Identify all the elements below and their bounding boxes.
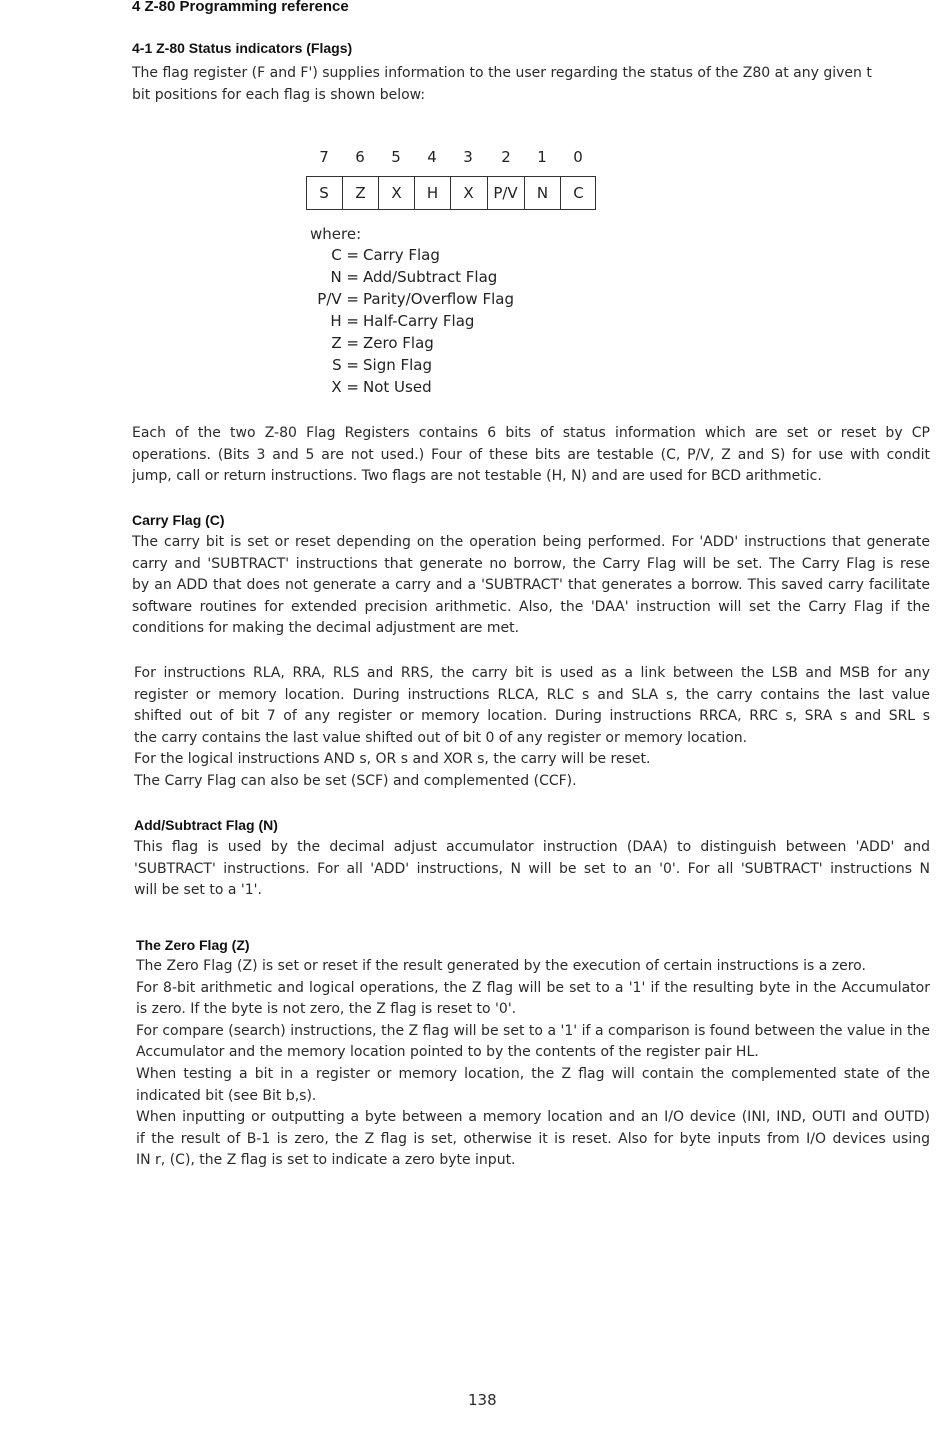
legend-abbr: H = — [330, 312, 359, 330]
add-subtract-flag-paragraph — [134, 837, 930, 902]
intro-line: The flag register (F and F') supplies information to the user regarding the status of the Z80 at any given t — [132, 65, 872, 81]
bit-position: 7 — [319, 148, 329, 166]
intro-paragraph — [132, 63, 922, 106]
zero-flag-heading: The Zero Flag (Z) — [136, 937, 250, 953]
legend-desc: Add/Subtract Flag — [363, 268, 498, 286]
text-line: When testing a bit in a register or memory location, the Z flag will contain the complemented state of the — [136, 1065, 930, 1082]
legend-desc: Carry Flag — [363, 246, 440, 264]
legend-row — [330, 312, 475, 334]
legend-desc: Not Used — [363, 378, 432, 396]
bit-position: 1 — [537, 148, 547, 166]
where-label: where: — [310, 225, 362, 243]
text-line: IN r, (C), the Z flag is set to indicate a zero byte input. — [136, 1152, 516, 1169]
text-line: For compare (search) instructions, the Z flag will be set to a '1' if a comparison is found between the value in the — [136, 1022, 930, 1039]
text-line: For the logical instructions AND s, OR s and XOR s, the carry will be reset. — [134, 751, 651, 768]
legend-abbr: S = — [332, 356, 359, 374]
legend-row — [332, 356, 432, 378]
text-line: carry and 'SUBTRACT' instructions that generate no borrow, the Carry Flag will be set. The Carry Flag is rese — [132, 555, 930, 572]
text-line: register or memory location. During instructions RLCA, RLC s and SLA s, the carry contains the last value — [134, 686, 930, 703]
text-line: 'SUBTRACT' instructions. For all 'ADD' instructions, N will be set to an '0'. For all 'SUBTRACT' instructions N — [134, 860, 930, 877]
text-line: The carry bit is set or reset depending on the operation being performed. For 'ADD' instructions that generate — [132, 534, 930, 550]
flag-cell-x: X — [450, 176, 486, 210]
text-line: Accumulator and the memory location pointed to by the contents of the register pair HL. — [136, 1044, 759, 1061]
legend-abbr: Z = — [331, 334, 359, 352]
legend-row — [331, 378, 432, 400]
carry-flag-heading: Carry Flag (C) — [132, 512, 225, 528]
legend-row — [317, 290, 514, 312]
legend-desc: Half-Carry Flag — [363, 312, 475, 330]
intro-line: bit positions for each flag is shown below: — [132, 86, 426, 103]
text-line: the carry contains the last value shifted out of bit 0 of any register or memory location. — [134, 729, 748, 746]
flags-overview-paragraph — [132, 423, 930, 488]
bit-position: 4 — [427, 148, 437, 166]
add-subtract-flag-heading: Add/Subtract Flag (N) — [134, 817, 278, 833]
bit-position: 0 — [573, 148, 583, 166]
carry-rotate-paragraph — [134, 663, 930, 793]
flag-cell-z: Z — [342, 176, 378, 210]
flag-cell-n: N — [524, 176, 560, 210]
carry-flag-paragraph — [132, 532, 930, 640]
text-line: jump, call or return instructions. Two flags are not testable (H, N) and are used for BCD arithmetic. — [132, 468, 822, 485]
flag-cell-c: C — [560, 176, 596, 210]
legend-desc: Parity/Overflow Flag — [363, 290, 514, 308]
text-line: will be set to a '1'. — [134, 882, 262, 899]
section-heading: 4 Z-80 Programming reference — [132, 0, 349, 15]
flag-register-diagram — [306, 176, 596, 210]
flag-cell-pv: P/V — [487, 176, 523, 210]
text-line: conditions for making the decimal adjustment are met. — [132, 620, 520, 637]
text-line: software routines for extended precision arithmetic. Also, the 'DAA' instruction will set the Carry Flag if the — [132, 598, 930, 615]
legend-abbr: X = — [331, 378, 359, 396]
legend-abbr: C = — [331, 246, 359, 264]
text-line: For 8-bit arithmetic and logical operations, the Z flag will be set to a '1' if the resulting byte in the Accumulator — [136, 979, 930, 996]
legend-row — [331, 246, 440, 268]
legend-abbr: P/V = — [317, 290, 359, 308]
flag-cell-s: S — [319, 184, 329, 202]
bit-position: 6 — [355, 148, 365, 166]
text-line: The Zero Flag (Z) is set or reset if the result generated by the execution of certain instructions is a zero. — [136, 958, 866, 974]
page-number: 138 — [468, 1391, 497, 1409]
legend-row — [330, 268, 498, 290]
text-line: indicated bit (see Bit b,s). — [136, 1087, 317, 1104]
bit-position: 3 — [463, 148, 473, 166]
text-line: if the result of B-1 is zero, the Z flag is set, otherwise it is reset. Also for byte inputs from I/O devices using — [136, 1130, 930, 1147]
text-line: The Carry Flag can also be set (SCF) and complemented (CCF). — [134, 772, 577, 789]
flag-cell-h: H — [414, 176, 450, 210]
text-line: operations. (Bits 3 and 5 are not used.) Four of these bits are testable (C, P/V, Z and S) for use with condit — [132, 446, 930, 463]
legend-desc: Zero Flag — [363, 334, 434, 352]
zero-flag-paragraph — [136, 956, 930, 1172]
text-line: For instructions RLA, RRA, RLS and RRS, the carry bit is used as a link between the LSB and MSB for any — [134, 665, 930, 681]
subsection-heading: 4-1 Z-80 Status indicators (Flags) — [132, 40, 353, 56]
text-line: This flag is used by the decimal adjust accumulator instruction (DAA) to distinguish between 'ADD' and — [134, 839, 930, 855]
text-line: by an ADD that does not generate a carry and a 'SUBTRACT' that generates a borrow. This saved carry facilitate — [132, 577, 930, 594]
text-line: When inputting or outputting a byte between a memory location and an I/O device (INI, IND, OUTI and OUTD) — [136, 1109, 930, 1126]
bit-position: 2 — [501, 148, 511, 166]
text-line: shifted out of bit 7 of any register or memory location. During instructions RRCA, RRC s, SRA s and SRL s — [134, 708, 930, 725]
text-line: Each of the two Z-80 Flag Registers contains 6 bits of status information which are set or reset by CP — [132, 425, 930, 441]
flag-cell-x: X — [378, 176, 414, 210]
bit-position: 5 — [391, 148, 401, 166]
legend-abbr: N = — [330, 268, 359, 286]
legend-desc: Sign Flag — [363, 356, 432, 374]
text-line: is zero. If the byte is not zero, the Z flag is reset to '0'. — [136, 1001, 517, 1018]
legend-row — [331, 334, 434, 356]
